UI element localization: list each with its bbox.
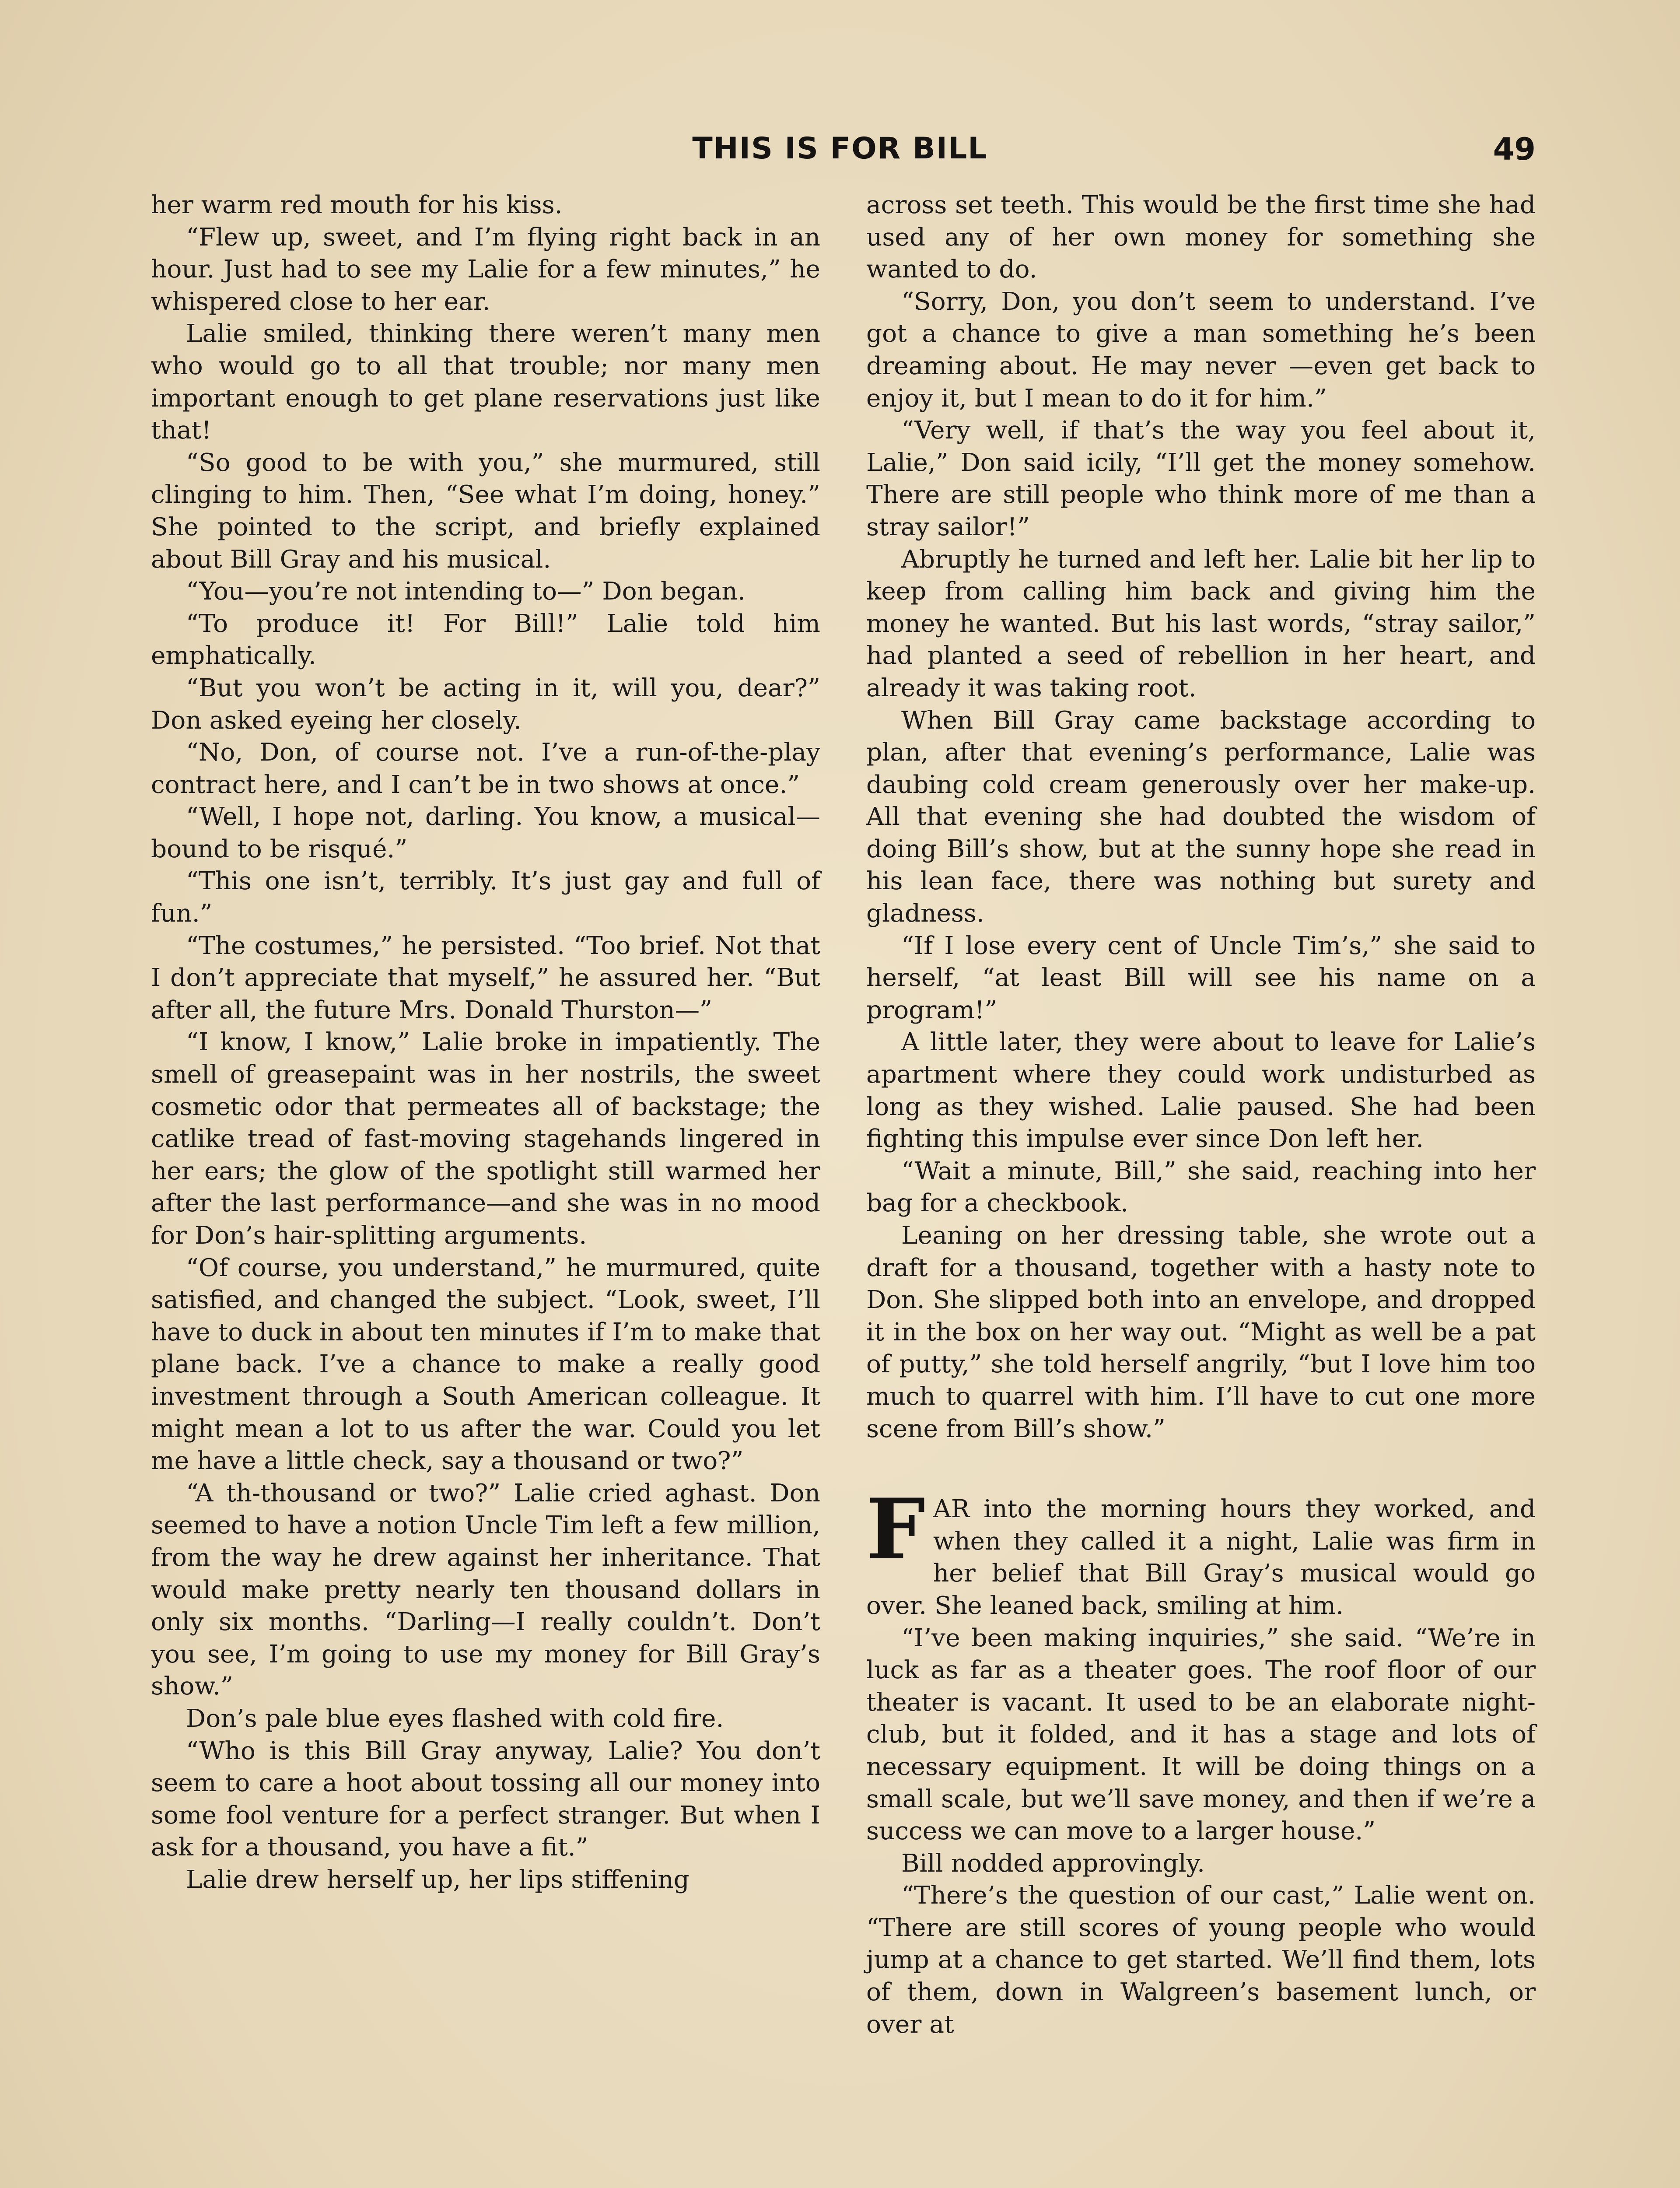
left-column [151, 189, 820, 1896]
right-column [866, 189, 1536, 2041]
paragraph: “Well, I hope not, darling. You know, a musical—bound to be risqué.” [151, 803, 820, 863]
paragraph: “To produce it! For Bill!” Lalie told him emphatically. [151, 609, 820, 670]
paragraph: Lalie drew herself up, her lips stiffening [186, 1865, 690, 1894]
paragraph: “Wait a minute, Bill,” she said, reaching into her bag for a checkbook. [866, 1157, 1536, 1218]
paragraph: “Sorry, Don, you don’t seem to understand. I’ve got a chance to give a man something he’s been dreaming about. He may never —even get back to enjoy it, but I mean to do it for him.” [866, 287, 1536, 413]
paragraph: “I know, I know,” Lalie broke in impatiently. The smell of greasepaint was in her nostrils, the sweet cosmetic odor that permeates all of backstage; the catlike tread of fast-moving stagehands lingered in her ears; the glow of the spotlight still warmed her after the last performance—and she was in no mood for Don’s hair-splitting arguments. [151, 1028, 820, 1250]
paragraph: Bill nodded approvingly. [901, 1849, 1205, 1878]
paragraph: “Who is this Bill Gray anyway, Lalie? You don’t seem to care a hoot about tossing all our money into some fool venture for a perfect stranger. But when I ask for a thousand, you have a fit.” [151, 1736, 820, 1862]
paragraph: “But you won’t be acting in it, will you, dear?” Don asked eyeing her closely. [151, 673, 820, 735]
paragraph: “If I lose every cent of Uncle Tim’s,” she said to herself, “at least Bill will see his name on a program!” [866, 931, 1536, 1024]
drop-cap-paragraph-text: AR into the morning hours they worked, and when they called it a night, Lalie was firm in her belief that Bill Gray’s musical would go over. She leaned back, smiling at him. [866, 1495, 1536, 1620]
paragraph: “I’ve been making inquiries,” she said. “We’re in luck as far as a theater goes. The roof floor of our theater is vacant. It used to be an elaborate night-club, but it folded, and it has a stage and lots of necessary equipment. It will be doing things on a small scale, but we’ll save money, and then if we’re a success we can move to a larger house.” [866, 1623, 1536, 1846]
paragraph: Leaning on her dressing table, she wrote out a draft for a thousand, together with a hasty note to Don. She slipped both into an envelope, and dropped it in the box on her way out. “Might as well be a pat of putty,” she told herself angrily, “but I love him too much to quarrel with him. I’ll have to cut one more scene from Bill’s show.” [866, 1221, 1536, 1443]
paragraph: “The costumes,” he persisted. “Too brief. Not that I don’t appreciate that myself,” he assured her. “But after all, the future Mrs. Donald Thurston—” [151, 931, 820, 1024]
paragraph: across set teeth. This would be the first time she had used any of her own money for something she wanted to do. [866, 191, 1536, 284]
paragraph: “A th-thousand or two?” Lalie cried aghast. Don seemed to have a notion Uncle Tim left a few million, from the way he drew against her inheritance. That would make pretty nearly ten thousand dollars in only six months. “Darling—I really couldn’t. Don’t you see, I’m going to use my money for Bill Gray’s show.” [151, 1479, 820, 1701]
paragraph: “No, Don, of course not. I’ve a run-of-the-play contract here, and I can’t be in two shows at once.” [151, 738, 820, 799]
paragraph: When Bill Gray came backstage according to plan, after that evening’s performance, Lalie was daubing cold cream generously over her make-up. All that evening she had doubted the wisdom of doing Bill’s show, but at the sunny hope she read in his lean face, there was nothing but surety and gladness. [866, 706, 1536, 928]
page-header [144, 131, 1536, 179]
paragraph: Abruptly he turned and left her. Lalie bit her lip to keep from calling him back and giving him the money he wanted. But his last words, “stray sailor,” had planted a seed of rebellion in her heart, and already it was taking root. [866, 545, 1536, 702]
page-number: 49 [1493, 131, 1536, 167]
paragraph: her warm red mouth for his kiss. [151, 191, 563, 219]
paragraph: Don’s pale blue eyes flashed with cold fire. [186, 1704, 724, 1733]
running-title: THIS IS FOR BILL [692, 131, 988, 166]
paragraph: “Flew up, sweet, and I’m flying right back in an hour. Just had to see my Lalie for a few minutes,” he whispered close to her ear. [151, 223, 820, 316]
paragraph: “This one isn’t, terribly. It’s just gay and full of fun.” [151, 867, 820, 928]
paragraph: “You—you’re not intending to—” Don began. [186, 577, 746, 606]
paragraph: Lalie smiled, thinking there weren’t many men who would go to all that trouble; nor many men important enough to get plane reservations just like that! [151, 319, 820, 445]
section-break-paragraph [866, 1480, 1536, 1622]
paragraph: “Very well, if that’s the way you feel about it, Lalie,” Don said icily, “I’ll get the money somehow. There are still people who think more of me than a stray sailor!” [866, 416, 1536, 541]
drop-cap: F [866, 1480, 925, 1578]
paragraph: “Of course, you understand,” he murmured, quite satisfied, and changed the subject. “Look, sweet, I’ll have to duck in about ten minutes if I’m to make that plane back. I’ve a chance to make a really good investment through a South American colleague. It might mean a lot to us after the war. Could you let me have a little check, say a thousand or two?” [151, 1253, 820, 1476]
paragraph: “So good to be with you,” she murmured, still clinging to him. Then, “See what I’m doing, honey.” She pointed to the script, and briefly explained about Bill Gray and his musical. [151, 448, 820, 574]
paragraph: A little later, they were about to leave for Lalie’s apartment where they could work undisturbed as long as they wished. Lalie paused. She had been fighting this impulse ever since Don left her. [866, 1028, 1536, 1154]
paragraph: “There’s the question of our cast,” Lalie went on. “There are still scores of young people who would jump at a chance to get started. We’ll find them, lots of them, down in Walgreen’s basement lunch, or over at [866, 1881, 1536, 2039]
